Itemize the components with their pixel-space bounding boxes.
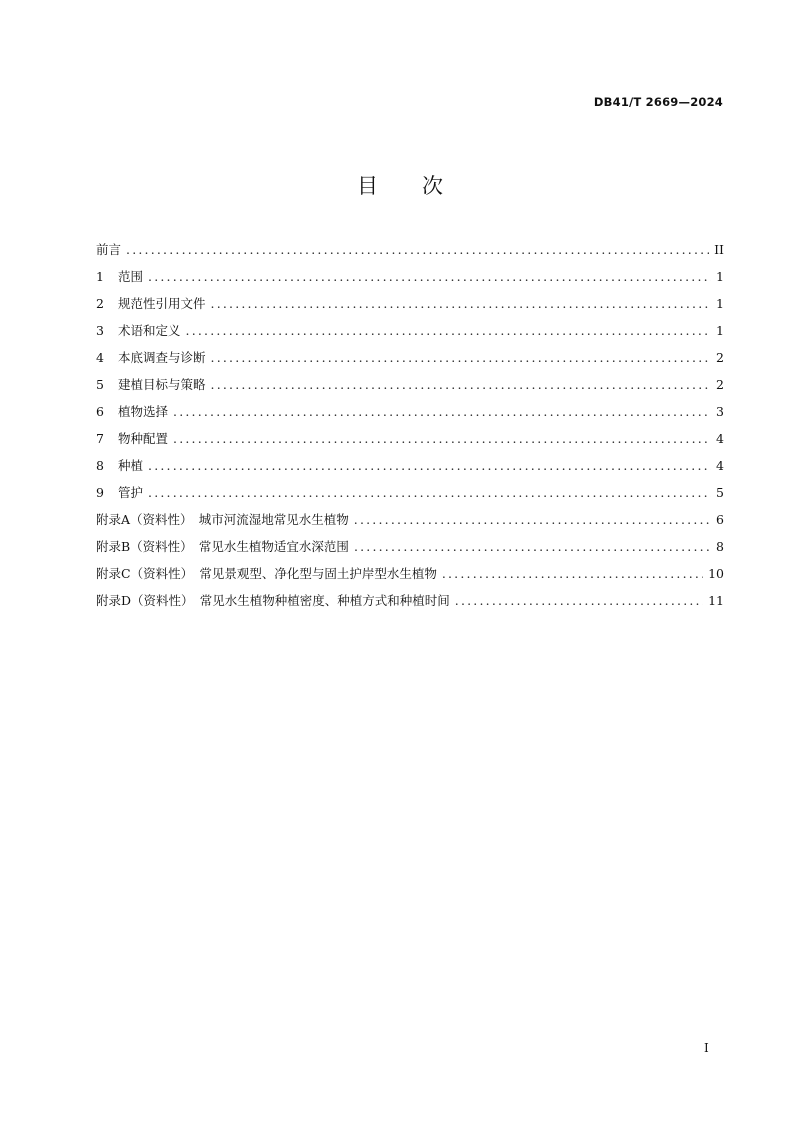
toc-entry-page: 6: [716, 512, 724, 527]
toc-entry-number: 5: [96, 377, 104, 392]
toc-entry-number: 2: [96, 296, 104, 311]
toc-entry[interactable]: [96, 375, 724, 402]
toc-list: [96, 240, 724, 618]
toc-entry-page: 1: [716, 296, 724, 311]
toc-entry[interactable]: [96, 510, 724, 537]
toc-entry-label: 附录C（资料性） 常见景观型、净化型与固土护岸型水生植物: [96, 566, 437, 581]
toc-entry[interactable]: [96, 267, 724, 294]
toc-entry[interactable]: [96, 402, 724, 429]
toc-title: 目次: [357, 174, 487, 198]
document-code: DB41/T 2669—2024: [593, 95, 723, 109]
toc-entry-number: 3: [96, 323, 104, 338]
toc-entry-page: 10: [708, 566, 724, 581]
toc-entry[interactable]: [96, 321, 724, 348]
toc-entry[interactable]: [96, 483, 724, 510]
toc-entry-label: 规范性引用文件: [118, 296, 206, 311]
toc-entry-label: 术语和定义: [118, 323, 181, 338]
toc-entry-page: 2: [716, 350, 724, 365]
toc-entry-number: 7: [96, 431, 104, 446]
dot-leader: [211, 296, 712, 311]
dot-leader: [442, 566, 703, 581]
toc-entry-number: 1: [96, 269, 104, 284]
toc-entry-label: 本底调查与诊断: [118, 350, 206, 365]
toc-entry-number: 6: [96, 404, 104, 419]
toc-entry-number: 9: [96, 485, 104, 500]
dot-leader: [455, 593, 703, 608]
toc-entry[interactable]: [96, 429, 724, 456]
toc-entry-page: 5: [716, 485, 724, 500]
dot-leader: [148, 269, 711, 284]
toc-entry-label: 管护: [118, 485, 144, 500]
toc-entry-label: 范围: [118, 269, 144, 284]
dot-leader: [148, 485, 711, 500]
toc-entry-number: 4: [96, 350, 104, 365]
toc-entry-label: 建植目标与策略: [118, 377, 206, 392]
dot-leader: [173, 404, 711, 419]
dot-leader: [173, 431, 711, 446]
toc-entry-label: 附录B（资料性） 常见水生植物适宜水深范围: [96, 539, 349, 554]
toc-entry-label: 种植: [118, 458, 144, 473]
dot-leader: [354, 539, 711, 554]
toc-entry-label: 物种配置: [118, 431, 169, 446]
toc-entry[interactable]: [96, 240, 724, 267]
toc-entry-page: 11: [708, 593, 724, 608]
toc-entry[interactable]: [96, 294, 724, 321]
toc-entry-page: 4: [716, 431, 724, 446]
toc-entry[interactable]: [96, 591, 724, 618]
toc-entry-page: 3: [716, 404, 724, 419]
dot-leader: [211, 377, 712, 392]
page-number: I: [704, 1041, 709, 1055]
dot-leader: [211, 350, 712, 365]
toc-entry-page: 2: [716, 377, 724, 392]
toc-entry-page: II: [714, 242, 724, 257]
toc-entry-label: 植物选择: [118, 404, 169, 419]
toc-entry[interactable]: [96, 537, 724, 564]
toc-entry-number: 8: [96, 458, 104, 473]
toc-entry-page: 1: [716, 269, 724, 284]
dot-leader: [186, 323, 712, 338]
toc-entry-label: 附录D（资料性） 常见水生植物种植密度、种植方式和种植时间: [96, 593, 450, 608]
dot-leader: [126, 242, 709, 257]
toc-entry[interactable]: [96, 348, 724, 375]
toc-entry-label: 附录A（资料性） 城市河流湿地常见水生植物: [96, 512, 349, 527]
dot-leader: [354, 512, 711, 527]
toc-entry[interactable]: [96, 456, 724, 483]
toc-entry-page: 1: [716, 323, 724, 338]
toc-entry-label: 前言: [96, 242, 122, 257]
dot-leader: [148, 458, 711, 473]
toc-entry-page: 4: [716, 458, 724, 473]
toc-entry[interactable]: [96, 564, 724, 591]
toc-entry-page: 8: [716, 539, 724, 554]
